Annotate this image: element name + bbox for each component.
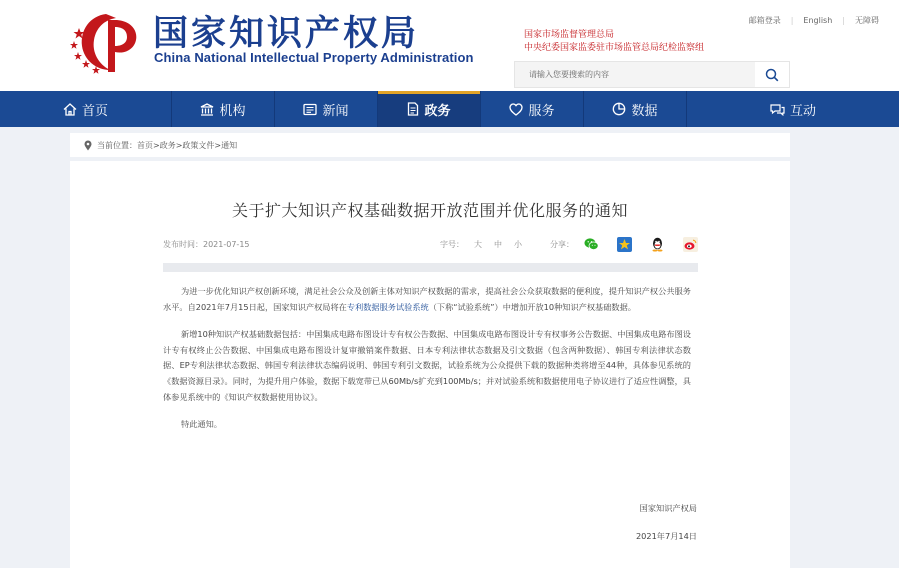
weibo-icon[interactable] bbox=[683, 237, 698, 252]
nav-label: 机构 bbox=[219, 103, 246, 119]
search-box bbox=[514, 61, 790, 88]
search-input[interactable] bbox=[515, 62, 755, 87]
nav-item-data[interactable] bbox=[584, 91, 687, 127]
publish-label: 发布时间： bbox=[163, 239, 203, 249]
site-title: 国家知识产权局 bbox=[153, 13, 420, 54]
government-affairs-icon bbox=[407, 102, 419, 116]
service-icon bbox=[509, 103, 523, 116]
nav-label: 新闻 bbox=[322, 103, 349, 119]
news-icon bbox=[303, 103, 317, 116]
font-size-label: 字号： bbox=[440, 239, 464, 249]
share-label: 分享： bbox=[550, 239, 574, 249]
nav-item-news[interactable] bbox=[275, 91, 378, 127]
sign-date: 2021年7月14日 bbox=[635, 531, 697, 541]
site-header bbox=[0, 0, 899, 91]
nav-label: 数据 bbox=[631, 103, 658, 119]
search-icon bbox=[765, 68, 779, 82]
nav-item-government-affairs[interactable] bbox=[378, 91, 481, 127]
wechat-icon[interactable] bbox=[584, 237, 599, 252]
font-size-large[interactable]: 大 bbox=[474, 239, 482, 249]
nav-label: 服务 bbox=[528, 103, 555, 119]
breadcrumb bbox=[70, 133, 790, 157]
search-button[interactable] bbox=[755, 62, 789, 87]
english-link[interactable]: English bbox=[803, 16, 833, 25]
nav-label: 政务 bbox=[424, 103, 451, 119]
nav-label: 互动 bbox=[789, 103, 816, 119]
article-title: 关于扩大知识产权基础数据开放范围并优化服务的通知 bbox=[231, 201, 628, 220]
breadcrumb-path[interactable]: 首页>政务>政策文件>通知 bbox=[137, 140, 238, 150]
interaction-icon bbox=[770, 103, 785, 116]
trial-system-link[interactable]: 专利数据服务试验系统 bbox=[346, 301, 429, 312]
font-size-medium[interactable]: 中 bbox=[494, 239, 502, 249]
nav-item-institution[interactable] bbox=[172, 91, 275, 127]
notice-line-2[interactable]: 中央纪委国家监委驻市场监管总局纪检监察组 bbox=[524, 43, 705, 53]
main-nav bbox=[0, 91, 899, 127]
signer: 国家知识产权局 bbox=[639, 503, 697, 513]
paragraph-1-text: 为进一步优化知识产权创新环境，满足社会公众及创新主体对知识产权数据的需求，提高社会公众获取数据的便利度，提升知识产权公共服务水平。自2021年7月15日起，国家知识产权局将在 bbox=[163, 286, 691, 312]
nav-item-interaction[interactable] bbox=[687, 91, 899, 127]
supervision-notice bbox=[524, 29, 704, 55]
paragraph-2: 新增10种知识产权基础数据包括：中国集成电路布图设计专有权公告数据、中国集成电路布图设计专有权事务公告数据、中国集成电路布图设计专有权终止公告数据、中国集成电路布图设计复审撤销案件数据、日本专利法律状态数据及引文数据（包含两种数据）、韩国专利法律状态数据、EP专利法律状态数据、韩国专利法律状态编码说明、韩国专利引文数据，试验系统为公众提供下载的数据种类将增至44种，具体参见系统的《数据资源目录》。同时，为提升用户体验，数据下载宽带已从60Mb/s扩充到100Mb/s；并对试验系统和数据使用电子协议进行了适应性调整，具体参见系统中的《知识产权数据使用协议》。 bbox=[163, 329, 691, 402]
site-subtitle: China National Intellectual Property Administration bbox=[154, 50, 474, 65]
font-size-small[interactable]: 小 bbox=[514, 239, 522, 249]
breadcrumb-prefix: 当前位置： bbox=[97, 140, 137, 150]
qzone-icon[interactable] bbox=[617, 237, 632, 252]
nav-label: 首页 bbox=[81, 103, 108, 119]
publish-date bbox=[163, 239, 440, 250]
nav-item-service[interactable] bbox=[481, 91, 584, 127]
qq-icon[interactable] bbox=[650, 237, 665, 252]
notice-line-1[interactable]: 国家市场监督管理总局 bbox=[524, 30, 615, 40]
meta-divider bbox=[163, 263, 698, 272]
publish-date-value: 2021-07-15 bbox=[203, 239, 250, 249]
paragraph-3: 特此通知。 bbox=[181, 419, 222, 430]
link-divider: | bbox=[842, 16, 845, 25]
data-icon bbox=[612, 102, 626, 116]
paragraph-1-tail: （下称“试验系统”）中增加开放10种知识产权基础数据。 bbox=[428, 301, 636, 312]
article-panel bbox=[70, 161, 790, 568]
nav-item-home[interactable] bbox=[0, 91, 172, 127]
link-divider: | bbox=[790, 16, 794, 25]
institution-icon bbox=[200, 103, 214, 116]
paragraph-1 bbox=[163, 284, 691, 315]
home-icon bbox=[63, 103, 77, 116]
location-pin-icon bbox=[84, 140, 92, 151]
article-meta bbox=[163, 236, 698, 252]
cnipa-logo bbox=[68, 8, 148, 80]
article-body bbox=[163, 284, 691, 445]
mail-login-link[interactable]: 邮箱登录 bbox=[748, 16, 781, 25]
accessibility-link[interactable]: 无障碍 bbox=[855, 16, 879, 25]
top-links bbox=[739, 15, 889, 26]
